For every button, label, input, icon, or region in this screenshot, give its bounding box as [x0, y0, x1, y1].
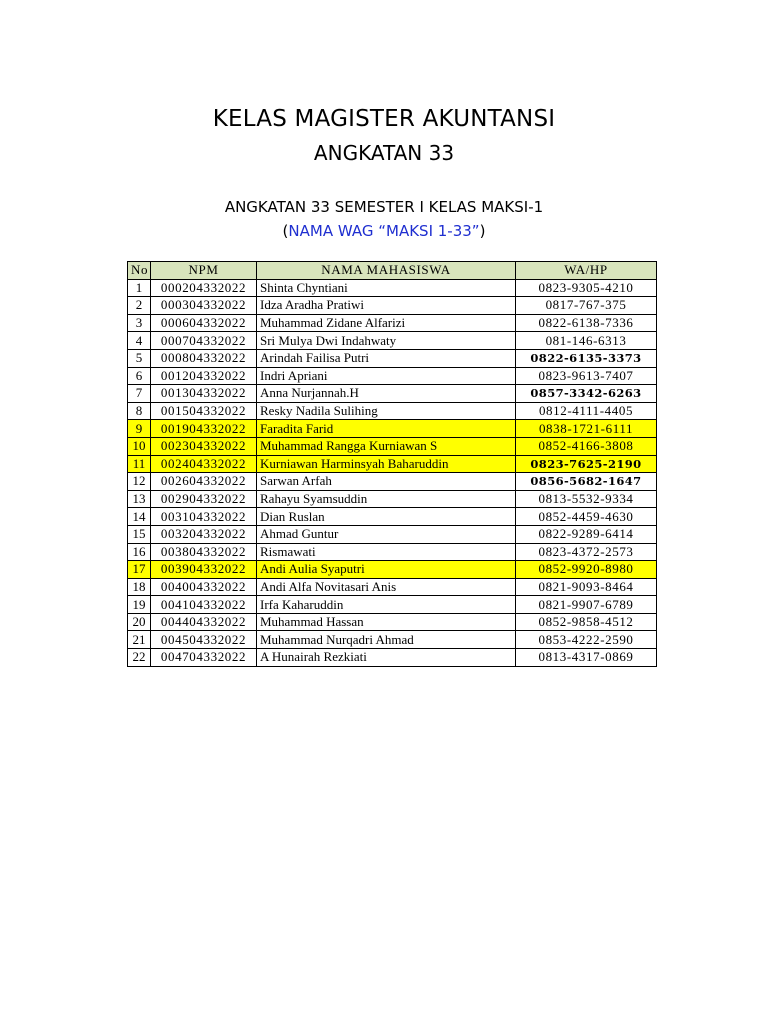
table-row — [128, 631, 657, 649]
table-row — [128, 297, 657, 315]
cell-name: Arindah Failisa Putri — [257, 349, 516, 367]
cell-wa: 0838-1721-6111 — [516, 420, 657, 438]
cell-wa: 0813-5532-9334 — [516, 490, 657, 508]
cell-wa: 0857-3342-6263 — [516, 385, 657, 403]
cell-npm: 004404332022 — [151, 613, 257, 631]
cell-npm: 004504332022 — [151, 631, 257, 649]
table-row — [128, 402, 657, 420]
cell-npm: 000304332022 — [151, 297, 257, 315]
cell-wa: 081-146-6313 — [516, 332, 657, 350]
cell-no: 11 — [128, 455, 151, 473]
section-title: ANGKATAN 33 SEMESTER I KELAS MAKSI-1 — [224, 198, 544, 216]
cell-npm: 001504332022 — [151, 402, 257, 420]
cell-no: 5 — [128, 349, 151, 367]
cell-name: Faradita Farid — [257, 420, 516, 438]
cell-wa: 0823-7625-2190 — [516, 455, 657, 473]
cell-wa: 0823-9305-4210 — [516, 279, 657, 297]
cell-no: 22 — [128, 649, 151, 667]
cell-name: Muhammad Rangga Kurniawan S — [257, 437, 516, 455]
cell-name: A Hunairah Rezkiati — [257, 649, 516, 667]
cell-npm: 001204332022 — [151, 367, 257, 385]
table-row — [128, 578, 657, 596]
cell-name: Sarwan Arfah — [257, 473, 516, 491]
cell-name: Muhammad Hassan — [257, 613, 516, 631]
cell-npm: 004104332022 — [151, 596, 257, 614]
cell-name: Rahayu Syamsuddin — [257, 490, 516, 508]
cell-no: 12 — [128, 473, 151, 491]
cell-no: 19 — [128, 596, 151, 614]
cell-name: Andi Alfa Novitasari Anis — [257, 578, 516, 596]
cell-no: 9 — [128, 420, 151, 438]
table-row — [128, 332, 657, 350]
cell-name: Kurniawan Harminsyah Baharuddin — [257, 455, 516, 473]
cell-wa: 0813-4317-0869 — [516, 649, 657, 667]
header-no: No — [128, 262, 151, 280]
cell-npm: 002304332022 — [151, 437, 257, 455]
cell-wa: 0822-6135-3373 — [516, 349, 657, 367]
header-wa: WA/HP — [516, 262, 657, 280]
table-row — [128, 279, 657, 297]
cell-no: 6 — [128, 367, 151, 385]
cell-no: 3 — [128, 314, 151, 332]
table-row — [128, 385, 657, 403]
cell-no: 18 — [128, 578, 151, 596]
table-row — [128, 455, 657, 473]
cell-npm: 000204332022 — [151, 279, 257, 297]
cell-wa: 0852-4166-3808 — [516, 437, 657, 455]
table-row — [128, 561, 657, 579]
cell-no: 4 — [128, 332, 151, 350]
header-npm: NPM — [151, 262, 257, 280]
cell-no: 21 — [128, 631, 151, 649]
cell-wa: 0823-9613-7407 — [516, 367, 657, 385]
cell-wa: 0821-9093-8464 — [516, 578, 657, 596]
cell-wa: 0812-4111-4405 — [516, 402, 657, 420]
cell-no: 13 — [128, 490, 151, 508]
cell-wa: 0822-9289-6414 — [516, 525, 657, 543]
cell-name: Irfa Kaharuddin — [257, 596, 516, 614]
group-open-paren: ( — [282, 222, 289, 240]
group-close-paren: ) — [479, 222, 486, 240]
cell-wa: 0822-6138-7336 — [516, 314, 657, 332]
cell-npm: 003204332022 — [151, 525, 257, 543]
cell-no: 17 — [128, 561, 151, 579]
cell-npm: 002604332022 — [151, 473, 257, 491]
cell-name: Idza Aradha Pratiwi — [257, 297, 516, 315]
header-name: NAMA MAHASISWA — [257, 262, 516, 280]
cell-no: 2 — [128, 297, 151, 315]
cell-no: 20 — [128, 613, 151, 631]
table-row — [128, 508, 657, 526]
table-row — [128, 420, 657, 438]
cell-npm: 001904332022 — [151, 420, 257, 438]
cell-wa: 0852-4459-4630 — [516, 508, 657, 526]
table-row — [128, 596, 657, 614]
cell-no: 1 — [128, 279, 151, 297]
cell-wa: 0817-767-375 — [516, 297, 657, 315]
cell-npm: 000804332022 — [151, 349, 257, 367]
cell-wa: 0853-4222-2590 — [516, 631, 657, 649]
cell-npm: 002404332022 — [151, 455, 257, 473]
table-row — [128, 473, 657, 491]
cell-npm: 001304332022 — [151, 385, 257, 403]
group-name: NAMA WAG “MAKSI 1-33” — [288, 222, 480, 240]
cell-no: 14 — [128, 508, 151, 526]
cell-npm: 004004332022 — [151, 578, 257, 596]
student-table — [127, 261, 657, 667]
table-row — [128, 649, 657, 667]
table-row — [128, 367, 657, 385]
cell-name: Anna Nurjannah.H — [257, 385, 516, 403]
cell-npm: 003104332022 — [151, 508, 257, 526]
cell-name: Muhammad Zidane Alfarizi — [257, 314, 516, 332]
cell-npm: 000604332022 — [151, 314, 257, 332]
cell-name: Indri Apriani — [257, 367, 516, 385]
cell-name: Rismawati — [257, 543, 516, 561]
group-line — [0, 222, 768, 240]
page-subtitle: ANGKATAN 33 — [313, 141, 455, 165]
cell-name: Resky Nadila Sulihing — [257, 402, 516, 420]
table-row — [128, 349, 657, 367]
table-row — [128, 525, 657, 543]
cell-npm: 003804332022 — [151, 543, 257, 561]
cell-wa: 0852-9858-4512 — [516, 613, 657, 631]
cell-no: 8 — [128, 402, 151, 420]
cell-npm: 003904332022 — [151, 561, 257, 579]
table-row — [128, 437, 657, 455]
table-row — [128, 314, 657, 332]
table-body — [128, 279, 657, 666]
cell-no: 15 — [128, 525, 151, 543]
cell-name: Dian Ruslan — [257, 508, 516, 526]
cell-npm: 004704332022 — [151, 649, 257, 667]
table-header-row — [128, 262, 657, 280]
cell-name: Sri Mulya Dwi Indahwaty — [257, 332, 516, 350]
page-title: KELAS MAGISTER AKUNTANSI — [212, 106, 556, 132]
cell-wa: 0821-9907-6789 — [516, 596, 657, 614]
table-row — [128, 490, 657, 508]
cell-wa: 0852-9920-8980 — [516, 561, 657, 579]
cell-name: Muhammad Nurqadri Ahmad — [257, 631, 516, 649]
cell-name: Ahmad Guntur — [257, 525, 516, 543]
cell-no: 16 — [128, 543, 151, 561]
table-row — [128, 613, 657, 631]
cell-no: 10 — [128, 437, 151, 455]
cell-name: Shinta Chyntiani — [257, 279, 516, 297]
cell-wa: 0856-5682-1647 — [516, 473, 657, 491]
cell-no: 7 — [128, 385, 151, 403]
cell-npm: 000704332022 — [151, 332, 257, 350]
cell-npm: 002904332022 — [151, 490, 257, 508]
cell-name: Andi Aulia Syaputri — [257, 561, 516, 579]
cell-wa: 0823-4372-2573 — [516, 543, 657, 561]
table-row — [128, 543, 657, 561]
